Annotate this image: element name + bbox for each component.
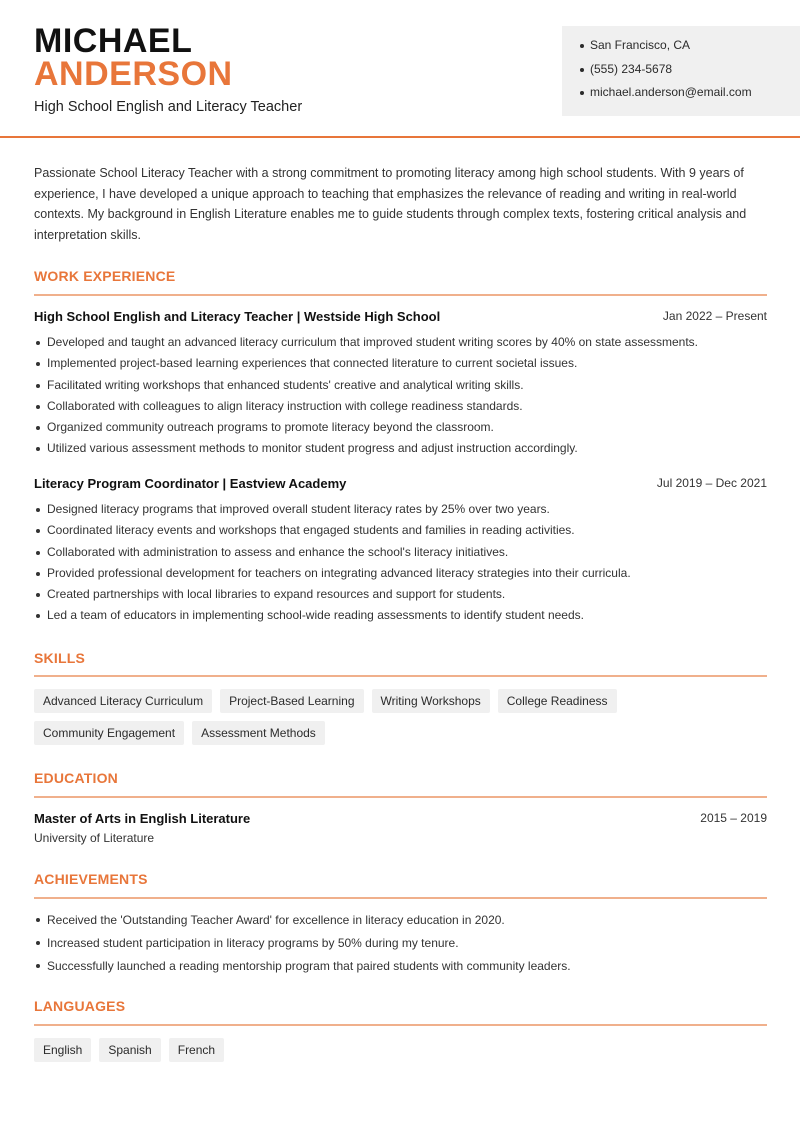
job-role: Literacy Program Coordinator | Eastview Academy bbox=[34, 476, 347, 491]
education-divider bbox=[34, 796, 767, 798]
education-dates: 2015 – 2019 bbox=[700, 811, 767, 825]
language-tag: Spanish bbox=[99, 1038, 160, 1062]
last-name: ANDERSON bbox=[34, 55, 233, 93]
contact-location: San Francisco, CA bbox=[580, 34, 800, 58]
list-item: Received the 'Outstanding Teacher Award' for excellence in literacy education in 2020. bbox=[34, 909, 767, 932]
list-item: Implemented project-based learning experiences that connected literature to current societal issues. bbox=[34, 353, 767, 374]
list-item: Successfully launched a reading mentorship program that paired students with community leaders. bbox=[34, 955, 767, 978]
list-item: Facilitated writing workshops that enhanced students' creative and analytical writing skills. bbox=[34, 375, 767, 396]
list-item: Collaborated with administration to assess and enhance the school's literacy initiatives. bbox=[34, 542, 767, 563]
list-item: Utilized various assessment methods to monitor student progress and adjust instruction accordingly. bbox=[34, 438, 767, 459]
job-entry-2-bullets bbox=[34, 499, 767, 627]
achievements-divider bbox=[34, 897, 767, 899]
skill-tag: Writing Workshops bbox=[372, 689, 490, 713]
contact-box bbox=[562, 26, 800, 116]
contact-email[interactable]: michael.anderson@email.com bbox=[580, 81, 800, 105]
skill-tag: Project-Based Learning bbox=[220, 689, 363, 713]
job-title: High School English and Literacy Teacher bbox=[34, 99, 303, 115]
job-dates: Jul 2019 – Dec 2021 bbox=[656, 476, 767, 490]
language-tag: French bbox=[169, 1038, 224, 1062]
language-tag: English bbox=[34, 1038, 91, 1062]
skill-tag: Advanced Literacy Curriculum bbox=[34, 689, 212, 713]
list-item: Provided professional development for teachers on integrating advanced literacy strategies into their curricula. bbox=[34, 563, 767, 584]
contact-phone: (555) 234-5678 bbox=[580, 58, 800, 82]
work-experience-heading: WORK EXPERIENCE bbox=[34, 268, 176, 284]
achievements-list bbox=[34, 909, 767, 977]
list-item: Led a team of educators in implementing school-wide reading assessments to identify student needs. bbox=[34, 605, 767, 626]
language-tags bbox=[34, 1038, 767, 1062]
list-item: Developed and taught an advanced literacy curriculum that improved student writing scores by 40% on state assessments. bbox=[34, 332, 767, 353]
languages-divider bbox=[34, 1024, 767, 1026]
resume-header bbox=[0, 0, 800, 138]
education-degree: Master of Arts in English Literature bbox=[34, 811, 251, 826]
languages-heading: LANGUAGES bbox=[34, 998, 126, 1014]
list-item: Organized community outreach programs to promote literacy beyond the classroom. bbox=[34, 417, 767, 438]
skill-tag: College Readiness bbox=[498, 689, 617, 713]
work-experience-divider bbox=[34, 294, 767, 296]
education-heading: EDUCATION bbox=[34, 770, 118, 786]
list-item: Collaborated with colleagues to align literacy instruction with college readiness standards. bbox=[34, 396, 767, 417]
achievements-heading: ACHIEVEMENTS bbox=[34, 871, 148, 887]
job-entry-1-bullets bbox=[34, 332, 767, 460]
list-item: Designed literacy programs that improved overall student literacy rates by 25% over two years. bbox=[34, 499, 767, 520]
job-role: High School English and Literacy Teacher | Westside High School bbox=[34, 309, 441, 324]
first-name: MICHAEL bbox=[34, 22, 193, 60]
job-dates: Jan 2022 – Present bbox=[662, 309, 767, 323]
skill-tag: Community Engagement bbox=[34, 721, 184, 745]
list-item: Coordinated literacy events and workshops that engaged students and families in reading activities. bbox=[34, 520, 767, 541]
skills-tags bbox=[34, 689, 767, 745]
job-entry-2-header bbox=[34, 476, 767, 494]
skills-divider bbox=[34, 675, 767, 677]
skills-heading: SKILLS bbox=[34, 650, 85, 666]
summary-paragraph: Passionate School Literacy Teacher with a strong commitment to promoting literacy among high school students. With 9 years of experience, I have developed a unique approach to teaching that emphasizes the relevance of reading and writing in real-world contexts. My background in English Literature enables me to guide students through complex texts, fostering critical analysis and interpretation skills. bbox=[34, 166, 747, 243]
list-item: Created partnerships with local libraries to expand resources and support for students. bbox=[34, 584, 767, 605]
job-entry-1-header bbox=[34, 309, 767, 327]
education-school: University of Literature bbox=[34, 831, 155, 845]
list-item: Increased student participation in literacy programs by 50% during my tenure. bbox=[34, 932, 767, 955]
skill-tag: Assessment Methods bbox=[192, 721, 325, 745]
